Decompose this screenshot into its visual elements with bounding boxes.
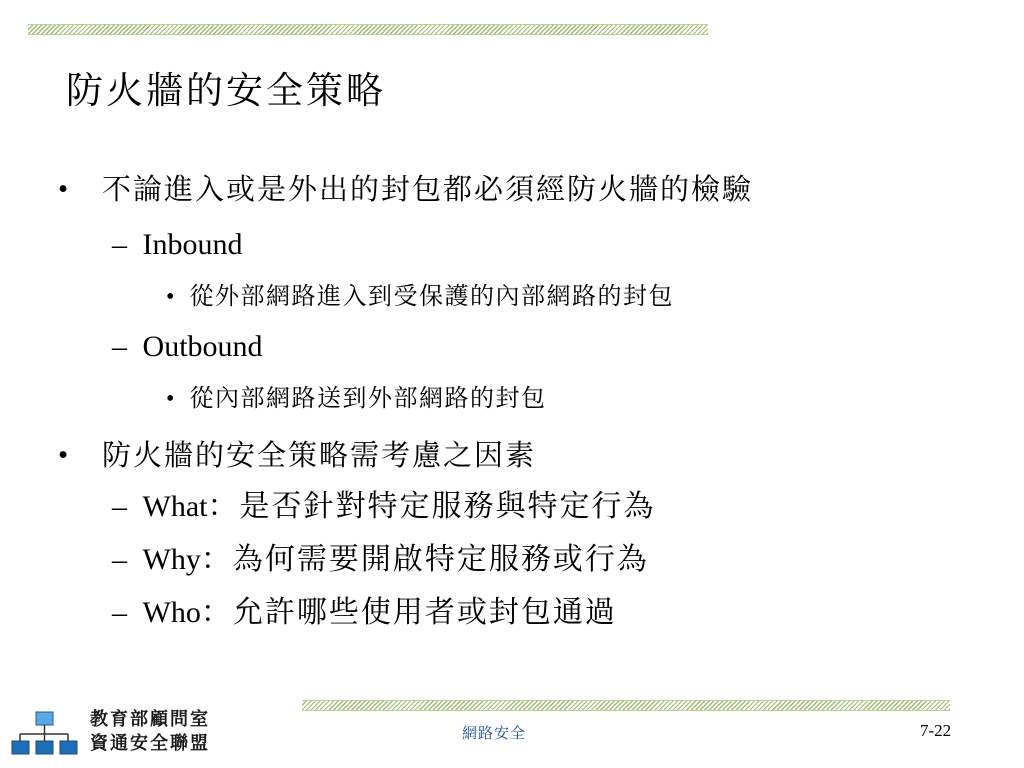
footer-logo (10, 708, 230, 764)
sub-item-text: ：是否針對特定服務與特定行為 (207, 489, 656, 524)
logo-line-2: 資通安全聯盟 (90, 733, 210, 754)
dash-marker: – (112, 490, 127, 523)
bullet-marker: • (166, 386, 175, 412)
bullet-marker: • (166, 284, 175, 310)
sub-item-label: Who (142, 596, 201, 629)
sub-item (112, 330, 263, 364)
detail-text: 從內部網路送到外部網路的封包 (189, 384, 547, 412)
dash-marker: – (112, 543, 127, 576)
detail-item (166, 384, 547, 413)
dash-marker: – (112, 596, 127, 629)
sub-item-label: What (142, 490, 208, 523)
sub-item-label: Why (142, 543, 201, 576)
dash-marker: – (112, 228, 127, 261)
slide-title: 防火牆的安全策略 (66, 69, 386, 112)
sub-item (112, 596, 617, 630)
footer-decorative-stripe (302, 700, 950, 711)
sub-item-text: ：允許哪些使用者或封包通過 (200, 595, 617, 630)
bullet-text: 防火牆的安全策略需考慮之因素 (102, 438, 537, 472)
bullet-text: 不論進入或是外出的封包都必須經防火牆的檢驗 (102, 172, 754, 206)
bullet-marker: • (58, 439, 69, 471)
bullet-marker: • (58, 173, 69, 205)
network-tree-icon (10, 710, 78, 760)
sub-item (112, 228, 243, 262)
page-number: 7-22 (920, 721, 952, 740)
detail-item (166, 282, 674, 311)
footer-title: 網路安全 (462, 724, 527, 742)
logo-text (90, 708, 210, 756)
header-decorative-stripe (28, 24, 708, 35)
detail-text: 從外部網路進入到受保護的內部網路的封包 (189, 282, 675, 310)
sub-item-label: Inbound (142, 228, 243, 261)
sub-item-text: ：為何需要開啟特定服務或行為 (200, 542, 649, 577)
sub-item (112, 490, 656, 524)
sub-item-label: Outbound (142, 330, 263, 363)
sub-item (112, 543, 649, 577)
logo-line-1: 教育部顧問室 (90, 709, 210, 730)
dash-marker: – (112, 330, 127, 363)
